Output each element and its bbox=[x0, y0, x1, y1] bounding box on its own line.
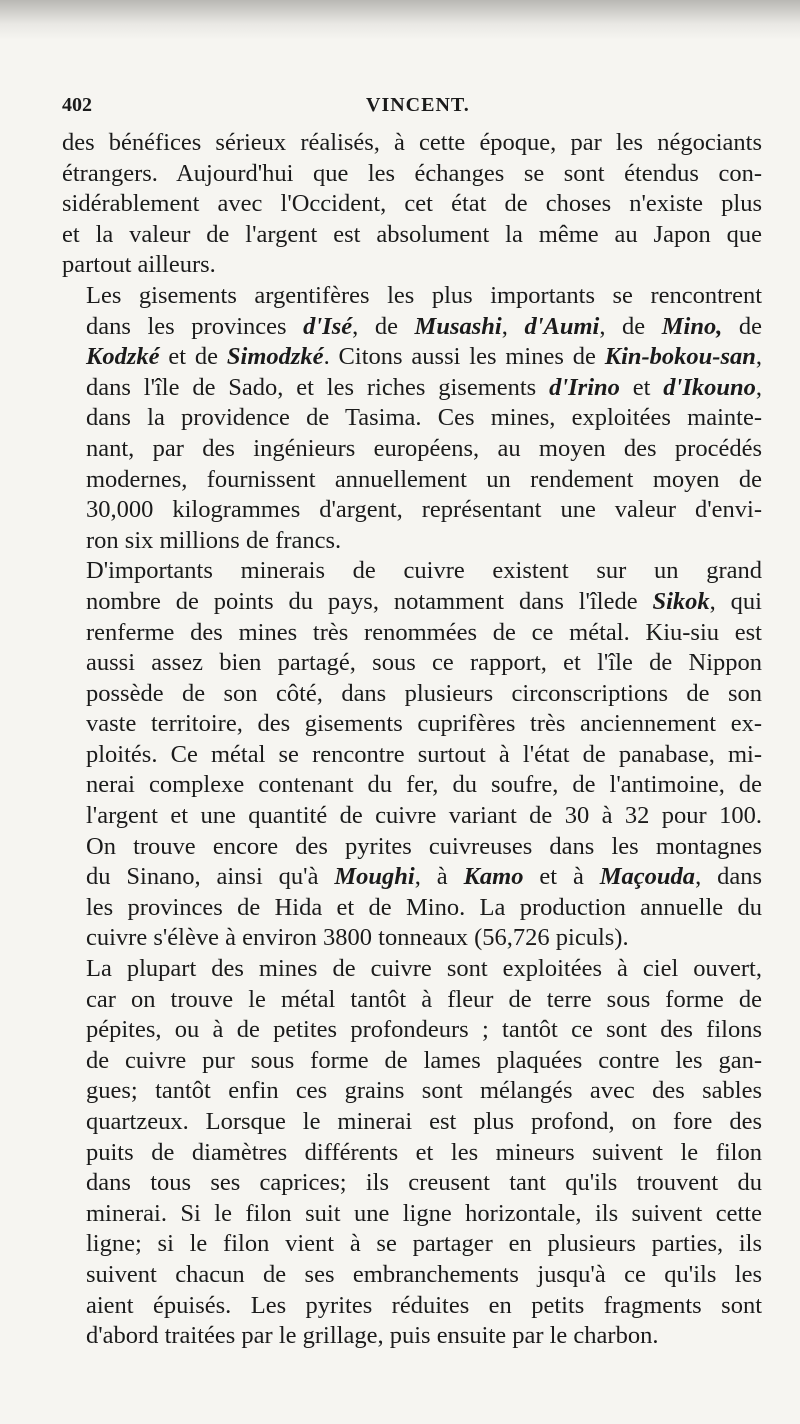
text-line: gues; tantôt enfin ces grains sont mélangés avec des sables bbox=[86, 1077, 762, 1105]
text-line: dans tous ses caprices; ils creusent tant qu'ils trouvent du bbox=[86, 1169, 762, 1197]
text-line: dans les provinces d'Isé, de Musashi, d'Aumi, de Mino, de bbox=[86, 312, 763, 340]
page-header bbox=[62, 94, 760, 124]
text-line: partout ailleurs. bbox=[62, 251, 216, 279]
text-line: et la valeur de l'argent est absolument la même au Japon que bbox=[62, 220, 762, 248]
paragraph bbox=[62, 954, 762, 1352]
text-line: quartzeux. Lorsque le minerai est plus profond, on fore des bbox=[86, 1108, 762, 1135]
text-line: Les gisements argentifères les plus importants se rencontrent bbox=[86, 281, 762, 309]
text-line: minerai. Si le filon suit une ligne horizontale, ils suivent cette bbox=[86, 1199, 762, 1227]
text-line: nerai complexe contenant du fer, du soufre, de l'antimoine, de bbox=[86, 771, 762, 799]
text-line: ligne; si le filon vient à se partager en plusieurs parties, ils bbox=[86, 1230, 762, 1258]
text-line: d'abord traitées par le grillage, puis ensuite par le charbon. bbox=[86, 1322, 659, 1350]
paragraph bbox=[62, 556, 762, 954]
text-line: La plupart des mines de cuivre sont exploitées à ciel ouvert, bbox=[86, 955, 762, 983]
text-line: des bénéfices sérieux réalisés, à cette époque, par les négociants bbox=[62, 129, 762, 156]
text-line: renferme des mines très renommées de ce métal. Kiu-siu est bbox=[86, 618, 762, 646]
text-line: nombre de points du pays, notamment dans l'îlede Sikok, qui bbox=[86, 587, 762, 615]
text-line: ron six millions de francs. bbox=[86, 526, 342, 554]
page-number: 402 bbox=[62, 94, 92, 116]
text-line: les provinces de Hida et de Mino. La production annuelle du bbox=[86, 893, 762, 921]
text-line: On trouve encore des pyrites cuivreuses dans les montagnes bbox=[86, 832, 762, 860]
text-line: D'importants minerais de cuivre existent sur un grand bbox=[86, 557, 762, 585]
text-line: pépites, ou à de petites profondeurs ; tantôt ce sont des filons bbox=[86, 1016, 762, 1044]
text-line: car on trouve le métal tantôt à fleur de terre sous forme de bbox=[86, 985, 762, 1013]
text-line: aussi assez bien partagé, sous ce rapport, et l'île de Nippon bbox=[86, 649, 762, 677]
text-line: suivent chacun de ses embranchements jusqu'à ce qu'ils les bbox=[86, 1260, 762, 1288]
text-line: Kodzké et de Simodzké. Citons aussi les mines de Kin-bokou-san, bbox=[86, 343, 762, 371]
text-line: nant, par des ingénieurs européens, au moyen des procédés bbox=[86, 434, 762, 462]
text-line: aient épuisés. Les pyrites réduites en petits fragments sont bbox=[86, 1291, 762, 1319]
paragraph bbox=[62, 281, 762, 556]
text-line: puits de diamètres différents et les mineurs suivent le filon bbox=[86, 1138, 762, 1166]
text-line: sidérablement avec l'Occident, cet état de choses n'existe plus bbox=[62, 190, 762, 218]
running-head: VINCENT. bbox=[366, 94, 470, 116]
text-line: modernes, fournissent annuellement un rendement moyen de bbox=[86, 465, 762, 493]
text-line: étrangers. Aujourd'hui que les échanges se sont étendus con- bbox=[62, 159, 762, 187]
text-line: cuivre s'élève à environ 3800 tonneaux (56,726 piculs). bbox=[86, 924, 629, 952]
text-line: dans la providence de Tasima. Ces mines, exploitées mainte- bbox=[86, 404, 762, 432]
text-line: 30,000 kilogrammes d'argent, représentant une valeur d'envi- bbox=[86, 496, 762, 524]
text-line: dans l'île de Sado, et les riches gisements d'Irino et d'Ikouno, bbox=[86, 373, 762, 401]
text-line: l'argent et une quantité de cuivre variant de 30 à 32 pour 100. bbox=[86, 802, 762, 830]
text-line: de cuivre pur sous forme de lames plaquées contre les gan- bbox=[86, 1046, 762, 1074]
text-line: ploités. Ce métal se rencontre surtout à l'état de panabase, mi- bbox=[86, 740, 762, 768]
page-top-shadow bbox=[0, 0, 800, 40]
text-line: du Sinano, ainsi qu'à Moughi, à Kamo et à Maçouda, dans bbox=[86, 863, 763, 891]
text-line: vaste territoire, des gisements cuprifères très anciennement ex- bbox=[86, 710, 762, 738]
paragraph bbox=[62, 128, 762, 281]
body-text bbox=[62, 128, 762, 1352]
text-line: possède de son côté, dans plusieurs circonscriptions de son bbox=[86, 679, 762, 707]
